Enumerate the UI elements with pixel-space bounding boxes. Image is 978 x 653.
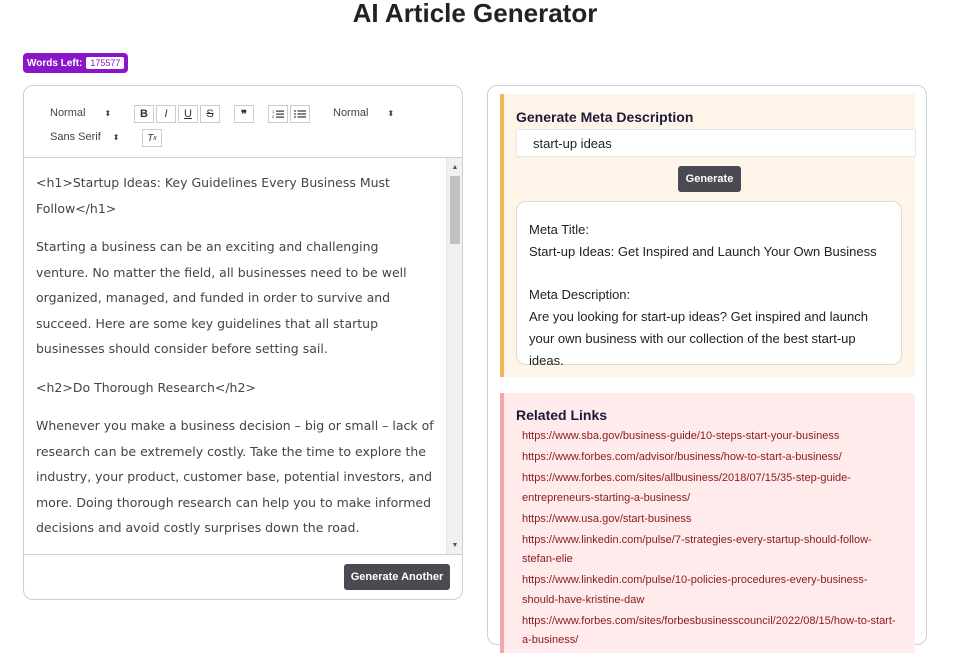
words-left-count: 175577	[86, 57, 124, 69]
meta-title-value: Start-up Ideas: Get Inspired and Launch Your Own Business	[529, 244, 877, 259]
editor-paragraph: Starting a business can be an exciting and challenging venture. No matter the field, all businesses need to be well organized, managed, and funded in order to survive and succeed. Here are some key guidelines that all startup businesses should consider before setting sail.	[36, 239, 407, 356]
scroll-up-icon[interactable]: ▲	[451, 163, 459, 171]
related-link[interactable]: https://www.forbes.com/advisor/business/how-to-start-a-business/	[522, 451, 842, 463]
scroll-down-icon[interactable]: ▼	[451, 541, 459, 549]
editor-paragraph: <h1>Startup Ideas: Key Guidelines Every Business Must Follow</h1>	[36, 175, 390, 216]
ordered-list-icon[interactable]	[268, 105, 288, 123]
meta-result-box	[516, 201, 902, 368]
words-left-label: Words Left:	[27, 57, 83, 69]
font-select-caret-icon: ⬍	[112, 132, 120, 142]
header-select-caret-icon: ⬍	[104, 108, 112, 118]
generate-another-button[interactable]: Generate Another	[344, 564, 450, 590]
editor-paragraph: Whenever you make a business decision – big or small – lack of research can be extremely costly. Take the time to explore the industry, your product, customer base, potential investors, and more. Doing thorough research can help you to make informed decisions and avoid costly surprises down the road.	[36, 418, 434, 535]
editor-card	[23, 85, 463, 600]
editor-content[interactable]	[24, 158, 446, 554]
related-link[interactable]: https://www.linkedin.com/pulse/7-strategies-every-startup-should-follow-stefan-elie	[522, 533, 872, 565]
blockquote-button[interactable]: ❞	[234, 105, 254, 123]
meta-title-label: Meta Title:	[529, 222, 589, 237]
editor-footer	[24, 554, 462, 601]
related-links-panel	[500, 393, 915, 653]
size-select-value: Normal	[333, 107, 369, 119]
meta-keyword-input[interactable]: start-up ideas	[516, 129, 916, 157]
svg-text:2: 2	[272, 114, 275, 119]
related-link[interactable]: https://www.sba.gov/business-guide/10-steps-start-your-business	[522, 430, 840, 442]
words-left-badge	[23, 53, 128, 73]
generate-button[interactable]: Generate	[678, 166, 741, 192]
size-select[interactable]	[333, 107, 394, 119]
size-select-caret-icon: ⬍	[387, 108, 395, 118]
strike-button[interactable]: S	[200, 105, 220, 123]
related-links-list	[522, 427, 902, 652]
clear-format-icon[interactable]: T x	[142, 129, 162, 147]
page-title: AI Article Generator	[352, 0, 598, 28]
related-link[interactable]: https://www.forbes.com/sites/allbusiness/2018/07/15/35-step-guide-entrepreneurs-starting-a-business/	[522, 472, 851, 504]
editor-toolbar	[24, 86, 462, 158]
font-select-value: Sans Serif	[50, 131, 101, 143]
bold-button[interactable]: B	[134, 105, 154, 123]
meta-desc-value: Are you looking for start-up ideas? Get inspired and launch your own business with our collection of the best start-up ideas.	[529, 309, 868, 368]
related-link[interactable]: https://www.linkedin.com/pulse/10-policies-procedures-every-business-should-have-kristine-daw	[522, 574, 868, 606]
editor-scrollbar[interactable]	[446, 158, 462, 554]
header-select[interactable]	[50, 107, 111, 119]
sidebar-card	[487, 85, 927, 645]
bullet-list-icon[interactable]	[290, 105, 310, 123]
related-links-heading: Related Links	[516, 407, 608, 423]
meta-description-panel	[500, 94, 915, 377]
italic-button[interactable]: I	[156, 105, 176, 123]
font-select[interactable]	[50, 131, 119, 143]
related-link[interactable]: https://www.usa.gov/start-business	[522, 512, 692, 525]
related-link[interactable]: https://www.forbes.com/sites/forbesbusinesscouncil/2022/08/15/how-to-start-a-business/	[522, 614, 896, 646]
header-select-value: Normal	[50, 107, 86, 119]
meta-heading: Generate Meta Description	[516, 109, 694, 125]
meta-desc-label: Meta Description:	[529, 287, 631, 302]
underline-button[interactable]: U	[178, 105, 198, 123]
scrollbar-thumb[interactable]	[450, 176, 460, 244]
svg-text:1: 1	[272, 109, 275, 114]
editor-paragraph: <h2>Do Thorough Research</h2>	[36, 379, 256, 395]
